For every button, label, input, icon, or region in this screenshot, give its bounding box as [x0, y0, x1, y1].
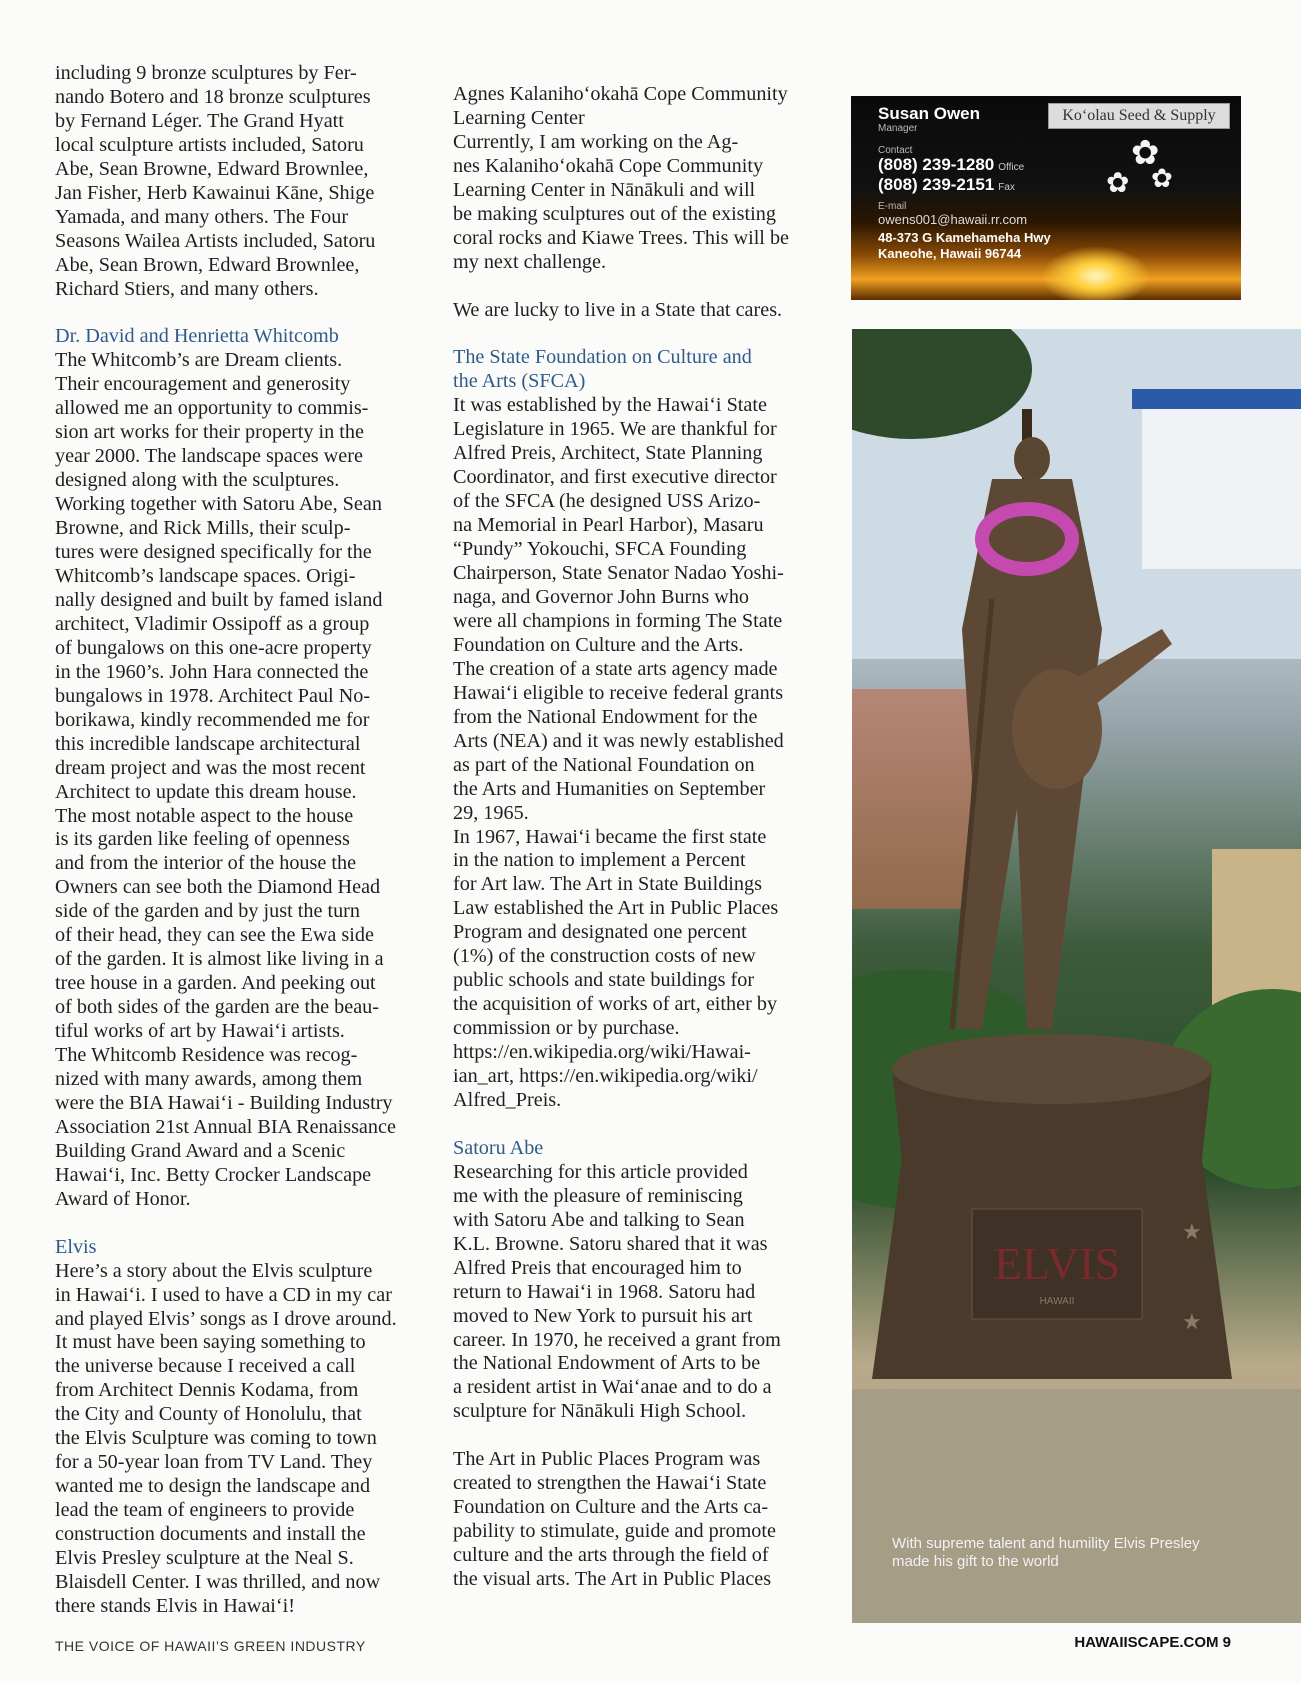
- sfca-paragraph: [453, 394, 828, 1113]
- section-heading-whitcomb: Dr. David and Henrietta Whitcomb: [55, 325, 339, 348]
- text-line: the Elvis Sculpture was coming to town: [55, 1427, 377, 1450]
- intro-paragraph: [55, 62, 435, 302]
- text-line: Hawai‘i, Inc. Betty Crocker Landscape: [55, 1163, 372, 1186]
- text-line: the acquisition of works of art, either by: [453, 993, 778, 1016]
- lucky-sentence: We are lucky to live in a State that cares.: [453, 298, 783, 321]
- ad-brand-logo: Ko‘olau Seed & Supply: [1048, 103, 1230, 129]
- text-line: lead the team of engineers to provide: [55, 1499, 355, 1522]
- text-line: architect, Vladimir Ossipoff as a group: [55, 612, 370, 635]
- text-line: It was established by the Hawai‘i State: [453, 394, 767, 417]
- text-line: Richard Stiers, and many others.: [55, 277, 319, 300]
- text-line: return to Hawai‘i in 1968. Satoru had: [453, 1280, 756, 1303]
- building-wall: [1142, 409, 1301, 569]
- plaque-elvis-text: ELVIS: [993, 1238, 1121, 1289]
- ad-name: Susan Owen: [878, 104, 981, 123]
- text-line: nes Kalaniho‘okahā Cope Community: [453, 154, 764, 177]
- photo-caption: [892, 1535, 1252, 1571]
- whitcomb-paragraph: [55, 349, 435, 1211]
- text-line: sion art works for their property in the: [55, 421, 364, 444]
- text-line: “Pundy” Yokouchi, SFCA Founding: [453, 538, 747, 561]
- text-line: me with the pleasure of reminiscing: [453, 1184, 743, 1207]
- text-line: The creation of a state arts agency made: [453, 657, 778, 680]
- text-line: be making sculptures out of the existing: [453, 202, 776, 225]
- text-line: of both sides of the garden are the beau-: [55, 996, 379, 1019]
- aipp-paragraph: [453, 1448, 828, 1592]
- text-line: created to strengthen the Hawai‘i State: [453, 1472, 767, 1495]
- text-column-left: [55, 62, 435, 1619]
- text-line: year 2000. The landscape spaces were: [55, 445, 363, 468]
- text-line: The Whitcomb Residence was recog-: [55, 1044, 358, 1067]
- section-heading-elvis: Elvis: [55, 1235, 97, 1258]
- text-line: Program and designated one percent: [453, 921, 747, 944]
- ad-phone-office: (808) 239-1280 Office: [878, 155, 1025, 174]
- text-line: for a 50-year loan from TV Land. They: [55, 1451, 373, 1474]
- text-line: the universe because I received a call: [55, 1355, 356, 1378]
- text-line: wanted me to design the landscape and: [55, 1475, 371, 1498]
- text-column-middle: [453, 83, 828, 1592]
- text-line: career. In 1970, he received a grant from: [453, 1328, 781, 1351]
- ad-contact-label: Contact: [878, 145, 913, 156]
- business-card-ad: [851, 96, 1241, 300]
- text-line: of bungalows on this one-acre property: [55, 636, 372, 659]
- text-line: of the SFCA (he designed USS Arizo-: [453, 490, 761, 513]
- text-line: designed along with the sculptures.: [55, 469, 340, 492]
- star-icon: ★: [1182, 1309, 1202, 1334]
- text-line: Foundation on Culture and the Arts.: [453, 633, 744, 656]
- text-line: my next challenge.: [453, 250, 607, 273]
- agnes-paragraph: [453, 83, 828, 275]
- text-line: and played Elvis’ songs as I drove around.: [55, 1307, 397, 1330]
- hibiscus-icon: ✿: [1151, 163, 1173, 193]
- ad-phone-fax: (808) 239-2151 Fax: [878, 175, 1015, 194]
- text-line: side of the garden and by just the turn: [55, 900, 360, 923]
- text-line: from Architect Dennis Kodama, from: [55, 1379, 359, 1402]
- text-line: nized with many awards, among them: [55, 1068, 363, 1091]
- text-line: local sculpture artists included, Satoru: [55, 133, 364, 156]
- elvis-paragraph: [55, 1260, 435, 1619]
- text-line: Here’s a story about the Elvis sculpture: [55, 1259, 373, 1282]
- text-line: Architect to update this dream house.: [55, 780, 357, 803]
- ad-address-line1: 48-373 G Kamehameha Hwy: [878, 230, 1051, 245]
- text-line: The Whitcomb’s are Dream clients.: [55, 349, 343, 372]
- text-line: sculpture for Nānākuli High School.: [453, 1400, 747, 1423]
- text-line: ian_art, https://en.wikipedia.org/wiki/: [453, 1065, 758, 1088]
- statue-head: [1014, 437, 1050, 481]
- pedestal-top: [892, 1034, 1212, 1104]
- text-line: Legislature in 1965. We are thankful for: [453, 418, 777, 441]
- text-line: (1%) of the construction costs of new: [453, 945, 756, 968]
- elvis-statue-illustration: [852, 329, 1301, 1623]
- text-line: nally designed and built by famed island: [55, 588, 383, 611]
- text-line: Foundation on Culture and the Arts ca-: [453, 1496, 769, 1519]
- text-line: tiful works of art by Hawai‘i artists.: [55, 1020, 345, 1043]
- text-line: commission or by purchase.: [453, 1017, 680, 1040]
- section-heading-satoru: Satoru Abe: [453, 1136, 544, 1159]
- text-line: with Satoru Abe and talking to Sean: [453, 1208, 745, 1231]
- text-line: Yamada, and many others. The Four: [55, 205, 349, 228]
- text-line: of the garden. It is almost like living in a: [55, 948, 384, 971]
- text-line: The most notable aspect to the house: [55, 804, 354, 827]
- text-line: culture and the arts through the field of: [453, 1544, 769, 1567]
- text-line: in Hawai‘i. I used to have a CD in my car: [55, 1283, 392, 1306]
- text-line: Coordinator, and first executive director: [453, 466, 777, 489]
- text-line: Agnes Kalaniho‘okahā Cope Community: [453, 83, 788, 105]
- hibiscus-icon: ✿: [1131, 134, 1160, 172]
- text-line: in the 1960’s. John Hara connected the: [55, 660, 369, 683]
- text-line: Law established the Art in Public Places: [453, 897, 779, 920]
- text-line: K.L. Browne. Satoru shared that it was: [453, 1232, 768, 1255]
- text-line: bungalows in 1978. Architect Paul No-: [55, 684, 371, 707]
- building-roof: [1132, 389, 1301, 409]
- satoru-paragraph: [453, 1161, 828, 1424]
- text-line: the City and County of Honolulu, that: [55, 1403, 362, 1426]
- text-line: construction documents and install the: [55, 1523, 366, 1546]
- text-line: In 1967, Hawai‘i became the first state: [453, 825, 767, 848]
- text-line: the Arts and Humanities on September: [453, 777, 766, 800]
- text-line: Researching for this article provided: [453, 1160, 748, 1183]
- text-line: Working together with Satoru Abe, Sean: [55, 493, 382, 516]
- text-line: Owners can see both the Diamond Head: [55, 876, 381, 899]
- text-line: na Memorial in Pearl Harbor), Masaru: [453, 514, 764, 537]
- text-line: Their encouragement and generosity: [55, 373, 351, 396]
- star-icon: ★: [1182, 1219, 1202, 1244]
- text-line: of their head, they can see the Ewa side: [55, 924, 374, 947]
- ad-address-line2: Kaneohe, Hawaii 96744: [878, 246, 1022, 261]
- text-line: Chairperson, State Senator Nadao Yoshi-: [453, 562, 784, 585]
- sunset-graphic: [1041, 246, 1151, 300]
- caption-line: With supreme talent and humility Elvis Presley: [892, 1535, 1200, 1552]
- text-line: pability to stimulate, guide and promote: [453, 1520, 776, 1543]
- text-line: Association 21st Annual BIA Renaissance: [55, 1115, 396, 1138]
- text-line: coral rocks and Kiawe Trees. This will be: [453, 226, 790, 249]
- text-line: Learning Center in Nānākuli and will: [453, 178, 756, 201]
- text-line: https://en.wikipedia.org/wiki/Hawai-: [453, 1041, 751, 1064]
- text-line: in the nation to implement a Percent: [453, 849, 746, 872]
- text-line: there stands Elvis in Hawai‘i!: [55, 1594, 295, 1617]
- text-line: and from the interior of the house the: [55, 852, 357, 875]
- footer-site-page: HAWAIISCAPE.COM 9: [1074, 1634, 1231, 1651]
- text-line: Arts (NEA) and it was newly established: [453, 729, 784, 752]
- text-line: Award of Honor.: [55, 1187, 191, 1210]
- text-line: by Fernand Léger. The Grand Hyatt: [55, 109, 344, 132]
- text-line: the visual arts. The Art in Public Places: [453, 1568, 772, 1591]
- text-line: It must have been saying something to: [55, 1331, 366, 1354]
- text-line: Browne, and Rick Mills, their sculp-: [55, 517, 351, 540]
- plaque-subtext: HAWAII: [1039, 1296, 1075, 1307]
- hibiscus-icon: ✿: [1106, 167, 1130, 198]
- background-wall: [852, 689, 972, 909]
- text-line: this incredible landscape architectural: [55, 732, 361, 755]
- text-line: were the BIA Hawai‘i - Building Industry: [55, 1091, 393, 1114]
- text-line: Elvis Presley sculpture at the Neal S.: [55, 1547, 354, 1570]
- text-line: including 9 bronze sculptures by Fer-: [55, 62, 357, 84]
- text-line: the Arts (SFCA): [453, 370, 586, 393]
- text-line: naga, and Governor John Burns who: [453, 585, 750, 608]
- text-line: Hawai‘i eligible to receive federal grants: [453, 681, 784, 704]
- ad-email-label: E-mail: [878, 201, 907, 212]
- pavement: [852, 1389, 1301, 1623]
- text-line: a resident artist in Wai‘anae and to do a: [453, 1376, 772, 1399]
- text-line: Seasons Wailea Artists included, Satoru: [55, 229, 376, 252]
- text-line: were all champions in forming The State: [453, 609, 783, 632]
- ad-email: owens001@hawaii.rr.com: [878, 212, 1028, 227]
- text-line: public schools and state buildings for: [453, 969, 755, 992]
- footer-tagline: THE VOICE OF HAWAII’S GREEN INDUSTRY: [55, 1638, 366, 1654]
- text-line: dream project and was the most recent: [55, 756, 366, 779]
- text-line: Building Grand Award and a Scenic: [55, 1139, 346, 1162]
- text-line: the National Endowment of Arts to be: [453, 1352, 761, 1375]
- text-line: for Art law. The Art in State Buildings: [453, 873, 762, 896]
- text-line: tree house in a garden. And peeking out: [55, 972, 376, 995]
- text-line: is its garden like feeling of openness: [55, 828, 350, 851]
- text-line: allowed me an opportunity to commis-: [55, 397, 369, 420]
- text-line: moved to New York to pursuit his art: [453, 1304, 753, 1327]
- text-line: borikawa, kindly recommended me for: [55, 708, 370, 731]
- elvis-statue-photo: [852, 329, 1301, 1623]
- text-line: Alfred_Preis.: [453, 1089, 562, 1111]
- text-line: Alfred Preis that encouraged him to: [453, 1256, 742, 1279]
- text-line: Whitcomb’s landscape spaces. Origi-: [55, 565, 356, 587]
- text-line: Learning Center: [453, 106, 585, 129]
- text-line: from the National Endowment for the: [453, 705, 758, 728]
- text-line: Abe, Sean Brown, Edward Brownlee,: [55, 253, 360, 276]
- text-line: nando Botero and 18 bronze sculptures: [55, 85, 371, 108]
- text-line: Blaisdell Center. I was thrilled, and now: [55, 1571, 381, 1594]
- text-line: Currently, I am working on the Ag-: [453, 130, 739, 153]
- text-line: as part of the National Foundation on: [453, 753, 755, 776]
- section-heading-sfca: [453, 346, 828, 394]
- text-line: The Art in Public Places Program was: [453, 1448, 761, 1471]
- ad-title: Manager: [878, 123, 918, 134]
- caption-line: made his gift to the world: [892, 1553, 1059, 1570]
- text-line: The State Foundation on Culture and: [453, 346, 752, 369]
- text-line: tures were designed specifically for the: [55, 541, 372, 564]
- text-line: 29, 1965.: [453, 801, 529, 824]
- guitar-body: [1012, 669, 1102, 789]
- text-line: Abe, Sean Browne, Edward Brownlee,: [55, 157, 369, 180]
- text-line: Alfred Preis, Architect, State Planning: [453, 442, 763, 465]
- text-line: Jan Fisher, Herb Kawainui Kāne, Shige: [55, 181, 375, 204]
